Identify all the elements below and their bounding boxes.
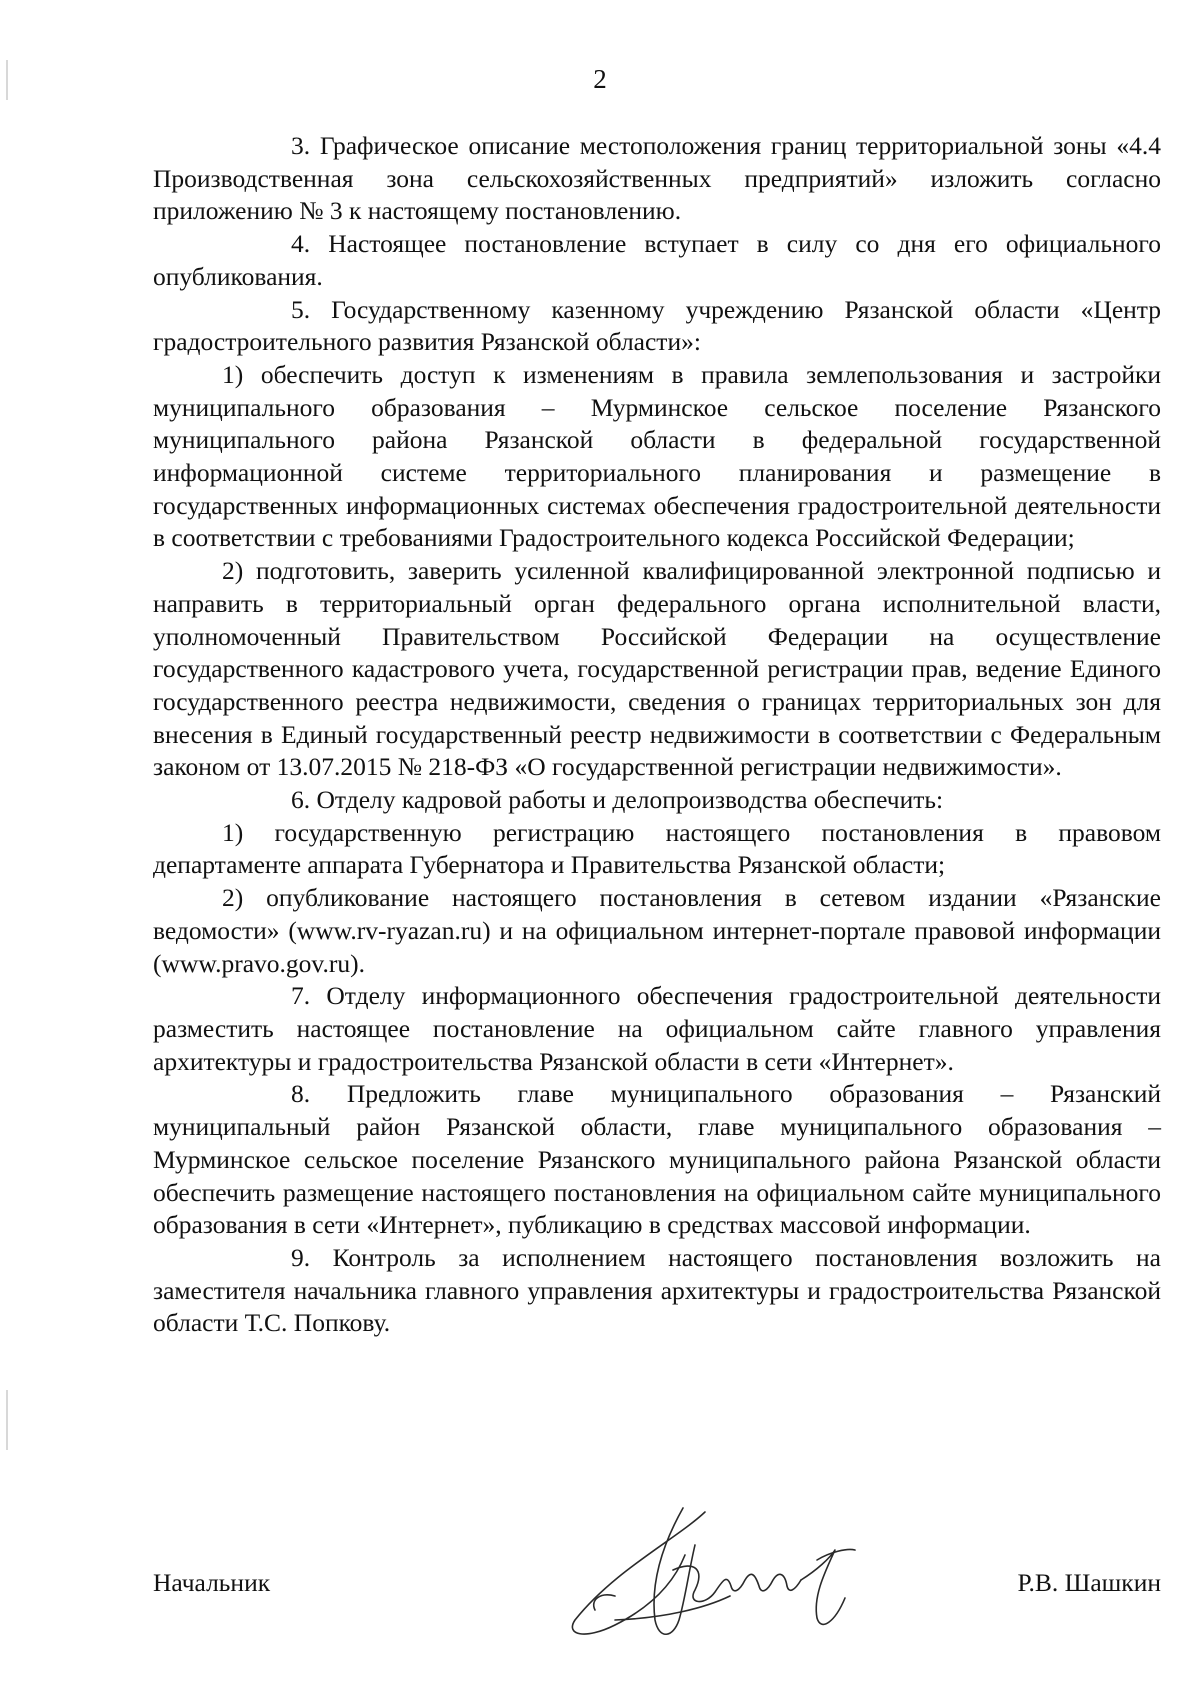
paragraph-8 bbox=[153, 1078, 1161, 1242]
paragraph-7 bbox=[153, 980, 1161, 1078]
paragraph-text: подготовить, заверить усиленной квалифицированной электронной подписью и направить в территориальный орган федерального органа исполнительной власти, уполномоченный Правительством Российской Федерации на осуществление государственного кадастрового учета, государственной регистрации прав, ведение Единого государственного реестра недвижимости, сведения о границах территориальных зон для внесения в Единый государственный реестр недвижимости в соответствии с Федеральным законом от 13.07.2015 № 218-ФЗ «О государственной регистрации недвижимости». bbox=[153, 556, 1161, 782]
paragraph-text: Отделу кадровой работы и делопроизводства обеспечить: bbox=[316, 785, 944, 815]
page-number: 2 bbox=[593, 64, 607, 94]
paragraph-text: Контроль за исполнением настоящего постановления возложить на заместителя начальника главного управления архитектуры и градостроительства Рязанской области Т.С. Попкову. bbox=[153, 1242, 1161, 1338]
paragraph-number: 5. bbox=[291, 294, 311, 324]
paragraph-number: 2) bbox=[222, 883, 244, 913]
paragraph-number: 7. bbox=[291, 981, 311, 1011]
paragraph-6-1 bbox=[153, 817, 1161, 882]
paragraph-text: государственную регистрацию настоящего постановления в правовом департаменте аппарата Губернатора и Правительства Рязанской области; bbox=[153, 817, 1162, 880]
paragraph-text: опубликование настоящего постановления в сетевом издании «Рязанские ведомости» (www.rv-ryazan.ru) и на официальном интернет-портале правовой информации (www.pravo.gov.ru). bbox=[153, 883, 1161, 978]
scan-edge-mark bbox=[6, 1390, 8, 1450]
paragraph-5-2 bbox=[153, 555, 1161, 784]
paragraph-number: 1) bbox=[222, 817, 244, 847]
signatory-name: Р.В. Шашкин bbox=[1017, 1568, 1161, 1597]
paragraph-number: 6. bbox=[291, 785, 311, 815]
paragraph-text: Графическое описание местоположения границ территориальной зоны «4.4 Производственная зона сельскохозяйственных предприятий» изложить согласно приложению № 3 к настоящему постановлению. bbox=[153, 131, 1161, 226]
signatory-position: Начальник bbox=[153, 1568, 271, 1597]
paragraph-number: 9. bbox=[291, 1242, 311, 1272]
paragraph-5 bbox=[153, 294, 1161, 359]
paragraph-text: обеспечить доступ к изменениям в правила землепользования и застройки муниципального образования – Мурминское сельское поселение Рязанского муниципального района Рязанской области в федеральной государственной информационной системе территориального планирования и размещение в государственных информационных системах обеспечения градостроительной деятельности в соответствии с требованиями Градостроительного кодекса Российской Федерации; bbox=[153, 359, 1162, 553]
document-body bbox=[153, 130, 1161, 1340]
paragraph-number: 3. bbox=[291, 131, 311, 160]
paragraph-4 bbox=[153, 228, 1161, 293]
paragraph-text: Государственному казенному учреждению Рязанской области «Центр градостроительного развития Рязанской области»: bbox=[153, 294, 1161, 357]
paragraph-5-1 bbox=[153, 359, 1161, 555]
paragraph-text: Отделу информационного обеспечения градостроительной деятельности разместить настоящее постановление на официальном сайте главного управления архитектуры и градостроительства Рязанской области в сети «Интернет». bbox=[153, 981, 1161, 1076]
paragraph-6 bbox=[153, 784, 1161, 817]
paragraph-text: Настоящее постановление вступает в силу со дня его официального опубликования. bbox=[153, 229, 1161, 291]
paragraph-number: 1) bbox=[222, 359, 244, 389]
signature-block bbox=[153, 1567, 1161, 1607]
paragraph-6-2 bbox=[153, 882, 1161, 980]
paragraph-number: 2) bbox=[222, 556, 244, 586]
paragraph-3 bbox=[153, 130, 1161, 228]
paragraph-9 bbox=[153, 1242, 1161, 1340]
paragraph-number: 4. bbox=[291, 229, 311, 259]
paragraph-number: 8. bbox=[291, 1079, 311, 1109]
paragraph-text: Предложить главе муниципального образования – Рязанский муниципальный район Рязанской области, главе муниципального образования – Мурминское сельское поселение Рязанского муниципального района Рязанской области обеспечить размещение настоящего постановления на официальном сайте муниципального образования в сети «Интернет», публикацию в средствах массовой информации. bbox=[153, 1079, 1162, 1240]
